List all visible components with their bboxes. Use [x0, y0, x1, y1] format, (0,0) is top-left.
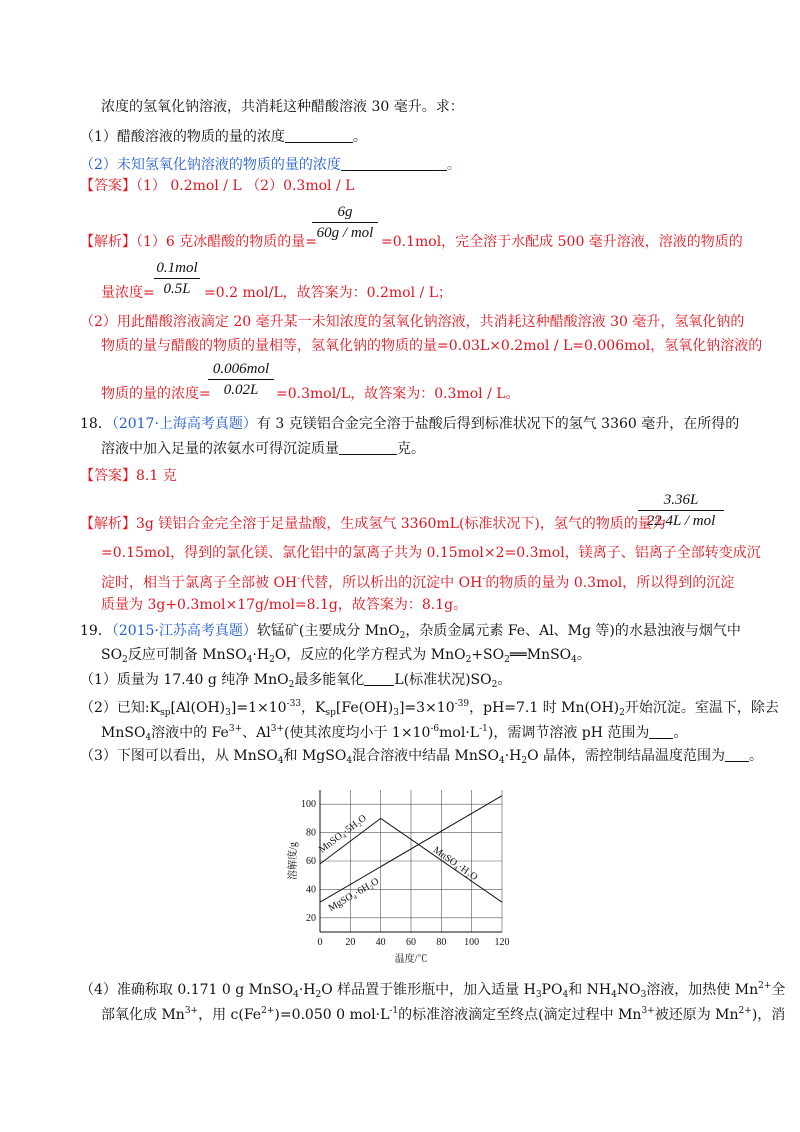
superscript: 2+	[738, 1006, 752, 1016]
fraction-molar-amount	[312, 202, 378, 243]
analysis-line	[80, 232, 317, 252]
text-line: 浓度的氢氧化钠溶液，共消耗这种醋酸溶液 30 毫升。求：	[101, 99, 464, 115]
text: ══MnSO	[509, 647, 572, 663]
y-tick-label: 60	[306, 856, 316, 867]
text: 混合溶液中结晶 MnSO	[352, 748, 499, 764]
subscript: 4	[611, 990, 617, 1000]
superscript: -6	[430, 724, 440, 734]
text: 溶液中加入足量的浓氨水可得沉淀质量	[101, 441, 339, 457]
text: 淀时，相当于氯离子全部被 OH	[101, 575, 298, 591]
superscript: -1	[479, 724, 488, 734]
text: （2）已知:K	[80, 700, 161, 716]
answer-text: （1） 0.2mol / L （2）0.3mol / L	[136, 178, 355, 194]
answer-blank	[339, 440, 397, 455]
text: ，pH=7.1 时 Mn(OH)	[469, 700, 620, 716]
text: 和 NH	[568, 982, 612, 998]
fraction-concentration	[154, 258, 200, 299]
fraction-denominator: 22.4L / mol	[646, 513, 716, 529]
text: 的标准溶液滴定至终点(滴定过程中 Mn	[398, 1007, 642, 1023]
text: 代替，所以析出的沉淀中 OH	[300, 575, 483, 591]
analysis-line: 量浓度=	[101, 285, 155, 301]
subscript: 3	[640, 990, 647, 1000]
question-18	[80, 414, 739, 434]
question-number: 19．	[80, 623, 112, 639]
text: mol·L	[439, 725, 480, 741]
x-tick-label: 40	[375, 937, 386, 948]
subscript: 4	[498, 756, 505, 766]
subscript: 3	[393, 708, 399, 718]
subscript: 4	[246, 655, 253, 665]
question-part-1	[80, 127, 367, 147]
superscript: -	[297, 574, 301, 584]
subscript: sp	[325, 708, 336, 718]
subscript: 2	[504, 655, 510, 665]
question-19-line2	[101, 645, 591, 670]
subscript: 2	[491, 680, 498, 690]
y-tick-label: 100	[301, 799, 316, 811]
text: ，K	[301, 700, 326, 716]
answer-blank	[725, 747, 749, 762]
text: 的物质的量为 0.3mol，所以得到的沉淀	[485, 575, 735, 591]
x-tick-label: 120	[494, 937, 510, 948]
superscript: -39	[454, 699, 470, 709]
text: 最多能氧化	[294, 672, 365, 688]
text: 。	[673, 725, 688, 741]
text: O 样品置于锥形瓶中，加入适量 H	[321, 982, 536, 998]
fraction-concentration	[208, 359, 274, 400]
question-part-2	[80, 155, 461, 175]
question-19-part-3	[80, 746, 763, 771]
superscript: 3+	[270, 724, 284, 734]
text: NO	[616, 982, 641, 998]
subscript: 4	[346, 756, 353, 766]
text: 。	[497, 672, 512, 688]
fraction-denominator: 0.02L	[223, 382, 259, 398]
text: 反应可制备 MnSO	[127, 647, 247, 663]
question-19-part-4-line2	[101, 1001, 785, 1025]
text: 克。	[397, 441, 425, 457]
text: 。	[352, 129, 367, 145]
superscript: 2+	[261, 1006, 275, 1016]
text: （1）醋酸溶液的物质的量的浓度	[80, 129, 285, 145]
answer-blank	[649, 724, 673, 739]
text: PO	[541, 982, 563, 998]
subscript: 2	[619, 708, 625, 718]
text: 溶液，加热使 Mn	[646, 982, 759, 998]
x-tick-label: 0	[317, 937, 323, 948]
text: （2）未知氢氧化钠溶液的物质的量的浓度	[80, 157, 341, 173]
question-19	[80, 621, 741, 646]
subscript: 2	[288, 680, 295, 690]
answer-line	[80, 176, 354, 196]
subscript: 4	[293, 990, 299, 1000]
superscript: 3+	[228, 724, 243, 734]
subscript: 4	[277, 756, 284, 766]
text: [Al(OH)	[170, 700, 226, 716]
question-source: （2017·上海高考真题）	[111, 416, 257, 432]
superscript: -33	[286, 699, 302, 709]
y-tick-label: 80	[306, 827, 316, 839]
text: 溶液中的 Fe	[151, 725, 229, 741]
superscript: 3+	[641, 1006, 655, 1016]
text: （3）下图可以看出，从 MnSO	[80, 748, 278, 764]
subscript: 2	[122, 655, 128, 665]
analysis-line-cont: =0.1mol，完全溶于水配成 500 毫升溶液，溶液的物质的	[381, 234, 743, 250]
text: 和 MgSO	[283, 748, 347, 764]
x-tick-label: 20	[345, 937, 356, 948]
y-tick-label: 20	[306, 912, 316, 924]
x-tick-label: 60	[406, 937, 416, 948]
subscript: 3	[225, 708, 231, 718]
subscript: 2	[269, 655, 275, 665]
text: SO	[101, 647, 123, 663]
fraction-numerator: 3.36L	[663, 492, 699, 508]
answer-line	[80, 466, 177, 486]
text: 软锰矿(主要成分 MnO	[256, 623, 400, 639]
text: 全	[771, 982, 786, 998]
text: [Fe(OH)	[335, 700, 394, 716]
answer-blank	[364, 671, 394, 686]
question-source: （2015·江苏高考真题）	[111, 623, 257, 639]
fraction-numerator: 0.1mol	[156, 260, 198, 276]
analysis-line: 物质的量的浓度=	[101, 386, 211, 402]
subscript: sp	[160, 708, 171, 718]
analysis-line: =0.15mol，得到的氯化镁、氯化铝中的氯离子共为 0.15mol×2=0.3mol，镁离子、铝离子全部转变成沉	[101, 545, 761, 561]
superscript: -	[482, 574, 486, 584]
text: )=0.050 0 mol·L	[274, 1007, 390, 1023]
answer-text: 8.1 克	[136, 468, 177, 484]
answer-blank	[341, 156, 447, 171]
subscript: 3	[535, 990, 542, 1000]
fraction-numerator: 0.006mol	[212, 361, 270, 377]
y-axis-label: 溶解度/g	[288, 842, 299, 880]
text: ·H	[252, 647, 270, 663]
subscript: 2	[521, 756, 528, 766]
fraction-denominator: 60g / mol	[316, 225, 374, 241]
text: （1）6 克冰醋酸的物质的量=	[136, 234, 317, 250]
superscript: 3+	[184, 1006, 199, 1016]
text: 。	[749, 748, 764, 764]
series-label: MgSO₄·6H₂O	[326, 875, 381, 914]
text: O，反应的化学方程式为 MnO	[274, 647, 466, 663]
subscript: 4	[562, 990, 569, 1000]
x-axis-label: 温度/℃	[394, 954, 428, 965]
x-tick-label: 80	[436, 937, 447, 948]
subscript: 2	[399, 631, 406, 641]
superscript: -1	[389, 1006, 399, 1016]
answer-tag: 【答案】	[80, 468, 136, 484]
text: O 晶体，需控制结晶温度范围为	[527, 748, 726, 764]
text: )，需调节溶液 pH 范围为	[487, 725, 650, 741]
text: 被还原为 Mn	[654, 1007, 739, 1023]
text: ]=3×10	[398, 700, 455, 716]
analysis-tag: 【解析】	[80, 516, 136, 532]
text: 有 3 克镁铝合金完全溶于盐酸后得到标准状况下的氢气 3360 毫升，在所得的	[256, 416, 740, 432]
text: ·H	[504, 748, 522, 764]
text: (使其浓度均小于 1×10	[284, 725, 431, 741]
analysis-line: 质量为 3g+0.3mol×17g/mol=8.1g，故答案为：8.1g。	[101, 597, 468, 613]
analysis-line	[101, 569, 734, 593]
text: +SO	[471, 647, 505, 663]
fraction-numerator: 6g	[337, 204, 353, 220]
subscript: 2	[315, 990, 322, 1000]
subscript: 2	[465, 655, 472, 665]
question-19-part-2-line2	[101, 719, 687, 748]
text: 开始沉淀。室温下，除去	[624, 700, 779, 716]
superscript: 2+	[758, 981, 772, 991]
text: 。	[446, 157, 461, 173]
fraction-denominator: 0.5L	[163, 281, 191, 297]
text: 部氧化成 Mn	[101, 1007, 185, 1023]
text: 。	[576, 647, 591, 663]
text: （4）准确称取 0.171 0 g MnSO	[80, 982, 294, 998]
text: （1）质量为 17.40 g 纯净 MnO	[80, 672, 289, 688]
text: ，杂质金属元素 Fe、Al、Mg 等)的水悬浊液与烟气中	[405, 623, 741, 639]
text: )，消	[751, 1007, 786, 1023]
answer-tag: 【答案】	[80, 178, 136, 194]
question-18-line2	[101, 439, 425, 459]
analysis-line-cont: =0.3mol/L，故答案为：0.3mol / L。	[276, 386, 520, 402]
series-label: MnSO₄·5H₂O	[316, 812, 369, 856]
x-tick-label: 100	[464, 937, 480, 948]
question-number: 18．	[80, 416, 112, 432]
analysis-line: （2）用此醋酸溶液滴定 20 毫升某一未知浓度的氢氧化钠溶液，共消耗这种醋酸溶液 30 毫升，氢氧化钠的	[80, 314, 745, 330]
analysis-tag: 【解析】	[80, 234, 136, 250]
text: ，用 c(Fe	[198, 1007, 262, 1023]
analysis-line: 物质的量与醋酸的物质的量相等，氢氧化钠的物质的量=0.03L×0.2mol / L=0.006mol，氢氧化钠溶液的	[101, 338, 763, 354]
y-tick-label: 40	[306, 884, 316, 896]
question-19-part-1	[80, 670, 511, 695]
text: ]=1×10	[230, 700, 287, 716]
text: MnSO	[101, 725, 146, 741]
solubility-chart	[284, 782, 524, 968]
subscript: 4	[145, 733, 152, 743]
text: 3g 镁铝合金完全溶于足量盐酸，生成氢气 3360mL(标准状况下)，氢气的物质的量为	[136, 516, 666, 532]
subscript: 4	[571, 655, 577, 665]
text: L(标准状况)SO	[394, 672, 492, 688]
analysis-line	[80, 514, 666, 534]
text: 、Al	[242, 725, 271, 741]
series-label: MnSO₄·H₂O	[430, 844, 480, 884]
analysis-line-cont: =0.2 mol/L，故答案为：0.2mol / L；	[204, 285, 453, 301]
text: ·H	[298, 982, 316, 998]
answer-blank	[285, 128, 353, 143]
